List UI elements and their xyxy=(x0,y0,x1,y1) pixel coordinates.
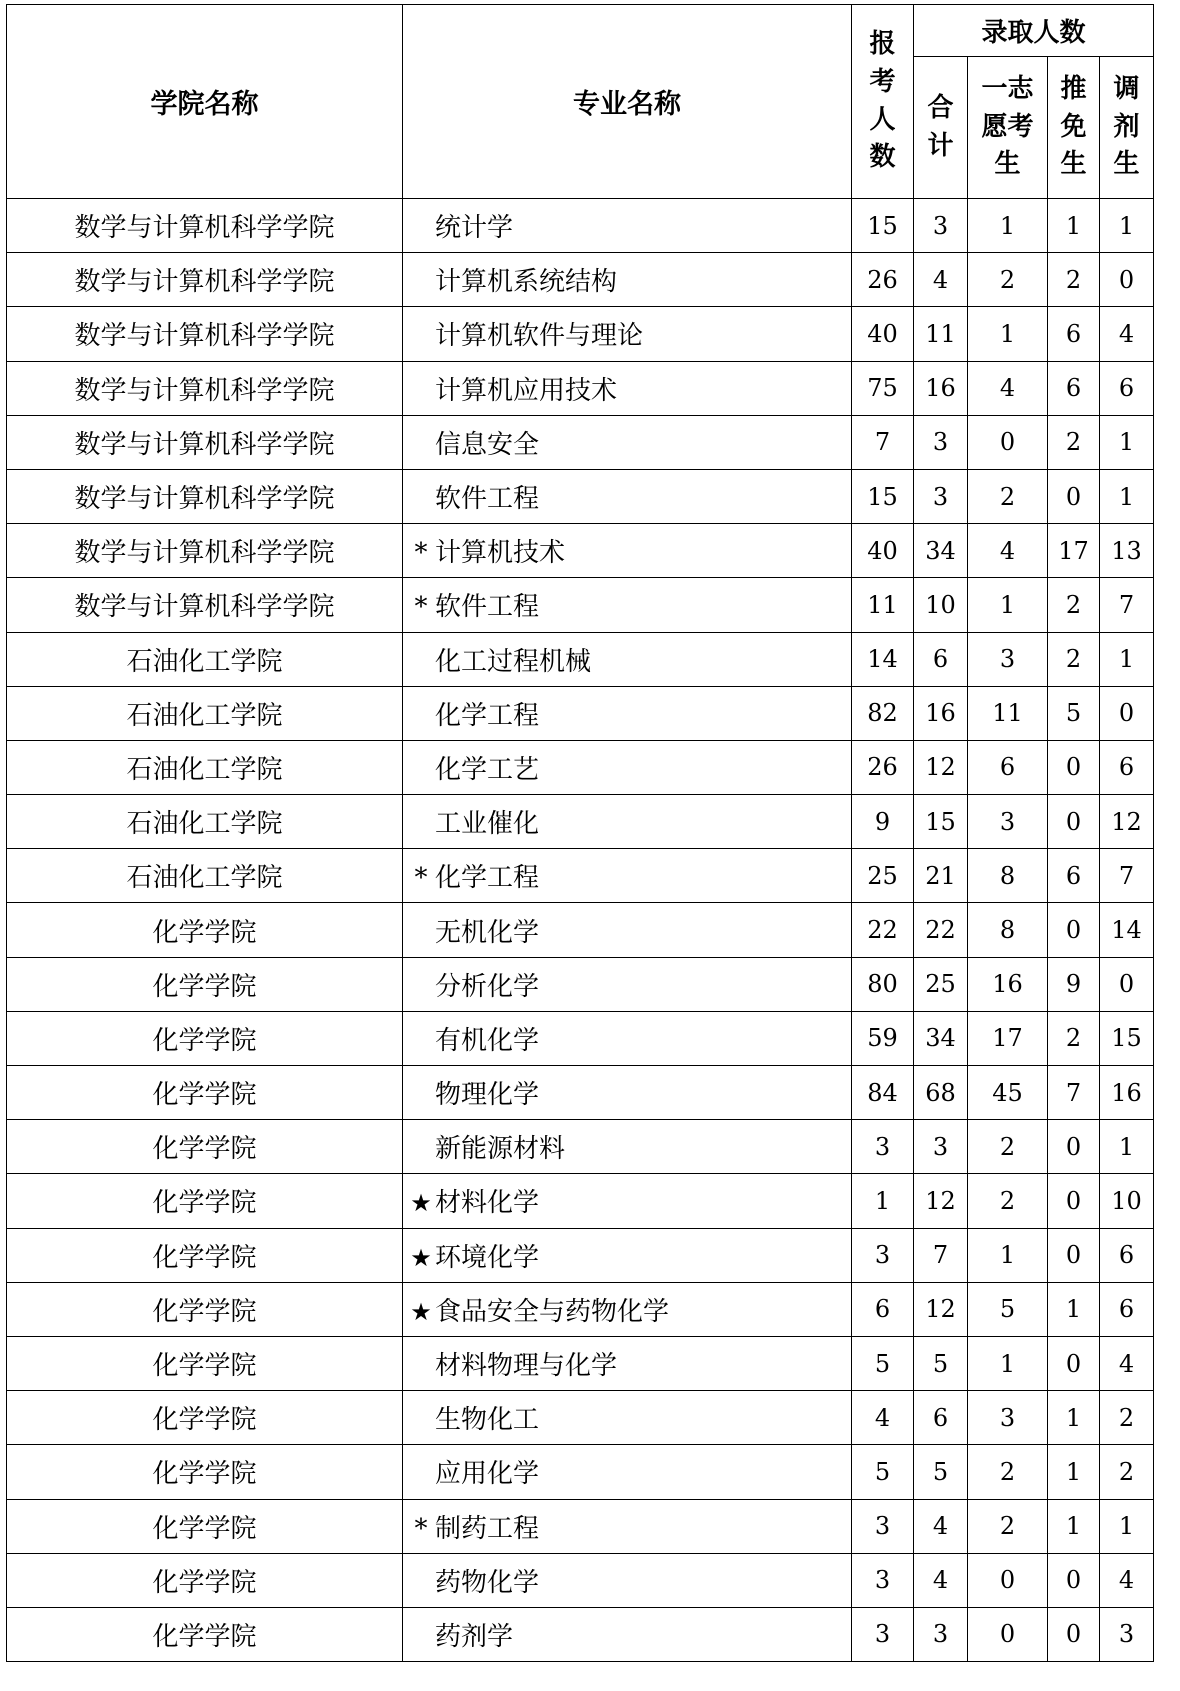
total-cell: 6 xyxy=(914,1391,968,1445)
applicants-cell: 40 xyxy=(852,524,914,578)
applicants-cell: 3 xyxy=(852,1607,914,1661)
total-cell: 3 xyxy=(914,415,968,469)
first-choice-cell: 5 xyxy=(968,1282,1048,1336)
exempt-cell: 2 xyxy=(1048,253,1100,307)
exempt-cell: 0 xyxy=(1048,469,1100,523)
total-cell: 15 xyxy=(914,795,968,849)
table-row xyxy=(7,1174,1154,1228)
exempt-cell: 2 xyxy=(1048,632,1100,686)
adjusted-cell: 1 xyxy=(1100,199,1154,253)
header-total xyxy=(914,57,968,199)
exempt-cell: 2 xyxy=(1048,578,1100,632)
total-cell: 7 xyxy=(914,1228,968,1282)
first-choice-cell: 8 xyxy=(968,849,1048,903)
major-name: 应用化学 xyxy=(435,1459,540,1490)
first-choice-cell: 8 xyxy=(968,903,1048,957)
table-row xyxy=(7,307,1154,361)
first-choice-cell: 45 xyxy=(968,1066,1048,1120)
table-row xyxy=(7,1553,1154,1607)
total-cell: 10 xyxy=(914,578,968,632)
table-row xyxy=(7,199,1154,253)
header-total-label: 合计 xyxy=(927,92,954,161)
total-cell: 3 xyxy=(914,469,968,523)
applicants-cell: 15 xyxy=(852,199,914,253)
major-name: 计算机技术 xyxy=(435,538,566,569)
major-cell xyxy=(403,1282,852,1336)
major-cell xyxy=(403,903,852,957)
table-row xyxy=(7,1607,1154,1661)
major-cell xyxy=(403,199,852,253)
asterisk-mark: * xyxy=(414,592,428,623)
first-choice-cell: 1 xyxy=(968,199,1048,253)
college-cell: 化学学院 xyxy=(7,1120,403,1174)
first-choice-cell: 2 xyxy=(968,1120,1048,1174)
college-cell: 数学与计算机科学学院 xyxy=(7,469,403,523)
total-cell: 3 xyxy=(914,199,968,253)
major-cell xyxy=(403,1174,852,1228)
total-cell: 12 xyxy=(914,740,968,794)
first-choice-cell: 3 xyxy=(968,632,1048,686)
adjusted-cell: 1 xyxy=(1100,469,1154,523)
college-cell: 化学学院 xyxy=(7,1011,403,1065)
table-row xyxy=(7,253,1154,307)
header-major: 专业名称 xyxy=(403,5,852,199)
college-cell: 化学学院 xyxy=(7,1336,403,1390)
applicants-cell: 25 xyxy=(852,849,914,903)
star-mark: ★ xyxy=(410,1189,432,1218)
major-name: 化学工程 xyxy=(435,700,540,731)
major-cell xyxy=(403,1391,852,1445)
table-row xyxy=(7,632,1154,686)
college-cell: 数学与计算机科学学院 xyxy=(7,361,403,415)
table-row xyxy=(7,469,1154,523)
college-cell: 化学学院 xyxy=(7,957,403,1011)
major-name: 统计学 xyxy=(435,213,514,244)
college-cell: 化学学院 xyxy=(7,1607,403,1661)
adjusted-cell: 13 xyxy=(1100,524,1154,578)
exempt-cell: 0 xyxy=(1048,1336,1100,1390)
major-cell xyxy=(403,1011,852,1065)
first-choice-cell: 3 xyxy=(968,1391,1048,1445)
header-applicants-label: 报考人数 xyxy=(869,29,896,173)
table-row xyxy=(7,524,1154,578)
table-row xyxy=(7,578,1154,632)
applicants-cell: 26 xyxy=(852,253,914,307)
major-name: 无机化学 xyxy=(435,917,540,948)
adjusted-cell: 7 xyxy=(1100,578,1154,632)
college-cell: 数学与计算机科学学院 xyxy=(7,199,403,253)
major-cell xyxy=(403,849,852,903)
college-cell: 化学学院 xyxy=(7,1499,403,1553)
major-name: 材料物理与化学 xyxy=(435,1351,618,1382)
total-cell: 25 xyxy=(914,957,968,1011)
total-cell: 34 xyxy=(914,524,968,578)
major-name: 材料化学 xyxy=(435,1188,540,1219)
total-cell: 4 xyxy=(914,1499,968,1553)
major-cell xyxy=(403,1228,852,1282)
major-name: 化学工程 xyxy=(435,863,540,894)
adjusted-cell: 3 xyxy=(1100,1607,1154,1661)
adjusted-cell: 7 xyxy=(1100,849,1154,903)
college-cell: 数学与计算机科学学院 xyxy=(7,524,403,578)
exempt-cell: 0 xyxy=(1048,1607,1100,1661)
total-cell: 4 xyxy=(914,253,968,307)
exempt-cell: 7 xyxy=(1048,1066,1100,1120)
major-name: 药物化学 xyxy=(435,1567,540,1598)
applicants-cell: 59 xyxy=(852,1011,914,1065)
adjusted-cell: 0 xyxy=(1100,253,1154,307)
college-cell: 数学与计算机科学学院 xyxy=(7,253,403,307)
exempt-cell: 9 xyxy=(1048,957,1100,1011)
major-name: 化工过程机械 xyxy=(435,646,592,677)
total-cell: 5 xyxy=(914,1336,968,1390)
major-name: 药剂学 xyxy=(435,1621,514,1652)
applicants-cell: 82 xyxy=(852,686,914,740)
major-name: 有机化学 xyxy=(435,1025,540,1056)
adjusted-cell: 1 xyxy=(1100,1499,1154,1553)
first-choice-cell: 0 xyxy=(968,1553,1048,1607)
adjusted-cell: 10 xyxy=(1100,1174,1154,1228)
applicants-cell: 26 xyxy=(852,740,914,794)
major-cell xyxy=(403,795,852,849)
first-choice-cell: 1 xyxy=(968,307,1048,361)
header-applicants xyxy=(852,5,914,199)
exempt-cell: 0 xyxy=(1048,1553,1100,1607)
first-choice-cell: 0 xyxy=(968,1607,1048,1661)
major-cell xyxy=(403,253,852,307)
total-cell: 6 xyxy=(914,632,968,686)
exempt-cell: 1 xyxy=(1048,1282,1100,1336)
major-cell xyxy=(403,632,852,686)
total-cell: 5 xyxy=(914,1445,968,1499)
table-row xyxy=(7,795,1154,849)
table-row xyxy=(7,686,1154,740)
total-cell: 34 xyxy=(914,1011,968,1065)
header-adjusted xyxy=(1100,57,1154,199)
applicants-cell: 40 xyxy=(852,307,914,361)
exempt-cell: 0 xyxy=(1048,903,1100,957)
major-cell xyxy=(403,361,852,415)
table-row xyxy=(7,957,1154,1011)
exempt-cell: 2 xyxy=(1048,415,1100,469)
table-body xyxy=(7,199,1154,1662)
total-cell: 22 xyxy=(914,903,968,957)
college-cell: 化学学院 xyxy=(7,1282,403,1336)
adjusted-cell: 1 xyxy=(1100,1120,1154,1174)
header-admitted: 录取人数 xyxy=(914,5,1154,57)
college-cell: 化学学院 xyxy=(7,1066,403,1120)
major-cell xyxy=(403,1553,852,1607)
college-cell: 数学与计算机科学学院 xyxy=(7,578,403,632)
adjusted-cell: 6 xyxy=(1100,361,1154,415)
college-cell: 数学与计算机科学学院 xyxy=(7,307,403,361)
major-name: 物理化学 xyxy=(435,1080,540,1111)
major-cell xyxy=(403,524,852,578)
college-cell: 化学学院 xyxy=(7,1391,403,1445)
table-row xyxy=(7,740,1154,794)
total-cell: 4 xyxy=(914,1553,968,1607)
major-name: 计算机系统结构 xyxy=(435,267,618,298)
applicants-cell: 3 xyxy=(852,1499,914,1553)
total-cell: 21 xyxy=(914,849,968,903)
header-exempt-label: 推免生 xyxy=(1060,73,1087,180)
exempt-cell: 0 xyxy=(1048,1120,1100,1174)
major-cell xyxy=(403,1336,852,1390)
major-name: 新能源材料 xyxy=(435,1134,566,1165)
first-choice-cell: 4 xyxy=(968,361,1048,415)
college-cell: 化学学院 xyxy=(7,1553,403,1607)
exempt-cell: 6 xyxy=(1048,307,1100,361)
adjusted-cell: 12 xyxy=(1100,795,1154,849)
adjusted-cell: 15 xyxy=(1100,1011,1154,1065)
major-name: 信息安全 xyxy=(435,429,540,460)
adjusted-cell: 14 xyxy=(1100,903,1154,957)
table-row xyxy=(7,849,1154,903)
adjusted-cell: 4 xyxy=(1100,307,1154,361)
major-name: 工业催化 xyxy=(435,809,540,840)
adjusted-cell: 4 xyxy=(1100,1553,1154,1607)
applicants-cell: 80 xyxy=(852,957,914,1011)
table-row xyxy=(7,1011,1154,1065)
major-cell xyxy=(403,307,852,361)
table-row xyxy=(7,1282,1154,1336)
table-header xyxy=(7,5,1154,199)
first-choice-cell: 1 xyxy=(968,1336,1048,1390)
applicants-cell: 3 xyxy=(852,1120,914,1174)
college-cell: 石油化工学院 xyxy=(7,632,403,686)
first-choice-cell: 2 xyxy=(968,253,1048,307)
college-cell: 石油化工学院 xyxy=(7,849,403,903)
exempt-cell: 0 xyxy=(1048,740,1100,794)
applicants-cell: 9 xyxy=(852,795,914,849)
exempt-cell: 5 xyxy=(1048,686,1100,740)
applicants-cell: 7 xyxy=(852,415,914,469)
table-row xyxy=(7,415,1154,469)
total-cell: 12 xyxy=(914,1174,968,1228)
adjusted-cell: 1 xyxy=(1100,415,1154,469)
college-cell: 化学学院 xyxy=(7,903,403,957)
table-row xyxy=(7,1445,1154,1499)
first-choice-cell: 2 xyxy=(968,1499,1048,1553)
major-name: 软件工程 xyxy=(435,484,540,515)
first-choice-cell: 0 xyxy=(968,415,1048,469)
major-cell xyxy=(403,415,852,469)
star-mark: ★ xyxy=(410,1243,432,1272)
table-row xyxy=(7,1066,1154,1120)
applicants-cell: 3 xyxy=(852,1553,914,1607)
exempt-cell: 2 xyxy=(1048,1011,1100,1065)
major-cell xyxy=(403,740,852,794)
adjusted-cell: 0 xyxy=(1100,957,1154,1011)
first-choice-cell: 1 xyxy=(968,1228,1048,1282)
total-cell: 16 xyxy=(914,686,968,740)
header-first-choice-label: 一志愿考生 xyxy=(981,73,1034,180)
major-name: 计算机应用技术 xyxy=(435,375,618,406)
college-cell: 石油化工学院 xyxy=(7,795,403,849)
major-name: 分析化学 xyxy=(435,971,540,1002)
header-first-choice xyxy=(968,57,1048,199)
exempt-cell: 1 xyxy=(1048,1499,1100,1553)
college-cell: 石油化工学院 xyxy=(7,740,403,794)
exempt-cell: 17 xyxy=(1048,524,1100,578)
applicants-cell: 5 xyxy=(852,1445,914,1499)
applicants-cell: 5 xyxy=(852,1336,914,1390)
first-choice-cell: 6 xyxy=(968,740,1048,794)
college-cell: 化学学院 xyxy=(7,1445,403,1499)
first-choice-cell: 1 xyxy=(968,578,1048,632)
major-cell xyxy=(403,1499,852,1553)
adjusted-cell: 1 xyxy=(1100,632,1154,686)
table-row xyxy=(7,1336,1154,1390)
major-cell xyxy=(403,1445,852,1499)
asterisk-mark: * xyxy=(414,538,428,569)
college-cell: 石油化工学院 xyxy=(7,686,403,740)
major-cell xyxy=(403,1607,852,1661)
table-row xyxy=(7,1228,1154,1282)
header-adjusted-label: 调剂生 xyxy=(1113,73,1140,180)
applicants-cell: 84 xyxy=(852,1066,914,1120)
applicants-cell: 11 xyxy=(852,578,914,632)
first-choice-cell: 17 xyxy=(968,1011,1048,1065)
adjusted-cell: 6 xyxy=(1100,740,1154,794)
table-row xyxy=(7,1499,1154,1553)
college-cell: 数学与计算机科学学院 xyxy=(7,415,403,469)
applicants-cell: 3 xyxy=(852,1228,914,1282)
exempt-cell: 6 xyxy=(1048,849,1100,903)
applicants-cell: 4 xyxy=(852,1391,914,1445)
adjusted-cell: 6 xyxy=(1100,1228,1154,1282)
college-cell: 化学学院 xyxy=(7,1228,403,1282)
total-cell: 3 xyxy=(914,1607,968,1661)
major-cell xyxy=(403,578,852,632)
total-cell: 11 xyxy=(914,307,968,361)
header-college: 学院名称 xyxy=(7,5,403,199)
asterisk-mark: * xyxy=(414,863,428,894)
admissions-table xyxy=(6,4,1154,1662)
first-choice-cell: 2 xyxy=(968,1174,1048,1228)
total-cell: 68 xyxy=(914,1066,968,1120)
applicants-cell: 22 xyxy=(852,903,914,957)
total-cell: 12 xyxy=(914,1282,968,1336)
adjusted-cell: 6 xyxy=(1100,1282,1154,1336)
table-row xyxy=(7,1391,1154,1445)
first-choice-cell: 3 xyxy=(968,795,1048,849)
applicants-cell: 14 xyxy=(852,632,914,686)
major-name: 化学工艺 xyxy=(435,754,540,785)
applicants-cell: 1 xyxy=(852,1174,914,1228)
exempt-cell: 6 xyxy=(1048,361,1100,415)
major-name: 食品安全与药物化学 xyxy=(435,1296,670,1327)
star-mark: ★ xyxy=(410,1297,432,1326)
major-name: 制药工程 xyxy=(435,1513,540,1544)
adjusted-cell: 0 xyxy=(1100,686,1154,740)
applicants-cell: 15 xyxy=(852,469,914,523)
adjusted-cell: 4 xyxy=(1100,1336,1154,1390)
adjusted-cell: 16 xyxy=(1100,1066,1154,1120)
table-row xyxy=(7,361,1154,415)
table-row xyxy=(7,1120,1154,1174)
first-choice-cell: 11 xyxy=(968,686,1048,740)
asterisk-mark: * xyxy=(414,1513,428,1544)
exempt-cell: 1 xyxy=(1048,1391,1100,1445)
major-cell xyxy=(403,1066,852,1120)
major-cell xyxy=(403,686,852,740)
exempt-cell: 0 xyxy=(1048,1174,1100,1228)
major-cell xyxy=(403,957,852,1011)
exempt-cell: 0 xyxy=(1048,1228,1100,1282)
major-name: 计算机软件与理论 xyxy=(435,321,644,352)
exempt-cell: 1 xyxy=(1048,1445,1100,1499)
adjusted-cell: 2 xyxy=(1100,1391,1154,1445)
first-choice-cell: 2 xyxy=(968,1445,1048,1499)
exempt-cell: 1 xyxy=(1048,199,1100,253)
table-row xyxy=(7,903,1154,957)
college-cell: 化学学院 xyxy=(7,1174,403,1228)
applicants-cell: 75 xyxy=(852,361,914,415)
total-cell: 16 xyxy=(914,361,968,415)
first-choice-cell: 16 xyxy=(968,957,1048,1011)
major-name: 生物化工 xyxy=(435,1405,540,1436)
major-cell xyxy=(403,1120,852,1174)
total-cell: 3 xyxy=(914,1120,968,1174)
first-choice-cell: 4 xyxy=(968,524,1048,578)
exempt-cell: 0 xyxy=(1048,795,1100,849)
major-cell xyxy=(403,469,852,523)
first-choice-cell: 2 xyxy=(968,469,1048,523)
adjusted-cell: 2 xyxy=(1100,1445,1154,1499)
applicants-cell: 6 xyxy=(852,1282,914,1336)
major-name: 环境化学 xyxy=(435,1242,540,1273)
major-name: 软件工程 xyxy=(435,592,540,623)
header-exempt xyxy=(1048,57,1100,199)
